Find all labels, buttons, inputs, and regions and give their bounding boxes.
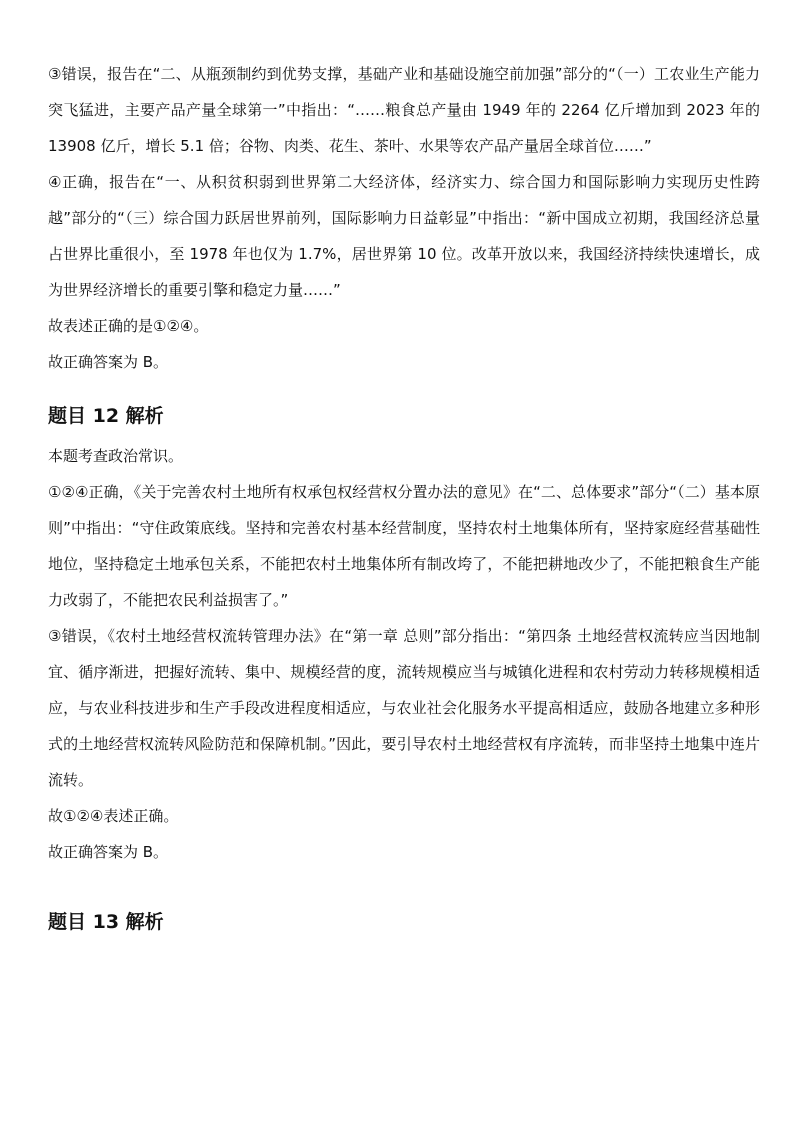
q12-statements-124-analysis: ①②④正确，《关于完善农村土地所有权承包权经营权分置办法的意见》在“二、总体要求”部分“（二）基本原则”中指出：“守住政策底线。坚持和完善农村基本经营制度，坚持农村土地集体所有，坚持家庭经营基础性地位，坚持稳定土地承包关系，不能把农村土地集体所有制改垮了，不能把耕地改少了，不能把粮食生产能力改弱了，不能把农民利益损害了。” bbox=[48, 483, 760, 609]
q12-intro: 本题考查政治常识。 bbox=[48, 447, 184, 465]
q11-statement-3-analysis: ③错误，报告在“二、从瓶颈制约到优势支撑，基础产业和基础设施空前加强”部分的“（一）工农业生产能力突飞猛进，主要产品产量全球第一”中指出：“……粮食总产量由 1949 年的 2264 亿斤增加到 2023 年的 13908 亿斤，增长 5.1 倍；谷物、肉类、花生、茶叶、水果等农产品产量居全球首位……” bbox=[48, 65, 760, 155]
q11-conclusion: 故表述正确的是①②④。 bbox=[48, 317, 209, 335]
q13-heading: 题目 13 解析 bbox=[48, 911, 164, 933]
document-page bbox=[48, 56, 760, 936]
q12-answer: 故正确答案为 B。 bbox=[48, 843, 169, 861]
q12-conclusion: 故①②④表述正确。 bbox=[48, 807, 179, 825]
q11-statement-4-analysis: ④正确，报告在“一、从积贫积弱到世界第二大经济体，经济实力、综合国力和国际影响力实现历史性跨越”部分的“（三）综合国力跃居世界前列，国际影响力日益彰显”中指出：“新中国成立初期，我国经济总量占世界比重很小，至 1978 年也仅为 1.7%，居世界第 10 位。改革开放以来，我国经济持续快速增长，成为世界经济增长的重要引擎和稳定力量……” bbox=[48, 173, 760, 299]
q12-heading: 题目 12 解析 bbox=[48, 405, 164, 427]
q11-answer: 故正确答案为 B。 bbox=[48, 353, 169, 371]
q12-statement-3-analysis: ③错误，《农村土地经营权流转管理办法》在“第一章 总则”部分指出：“第四条 土地经营权流转应当因地制宜、循序渐进，把握好流转、集中、规模经营的度，流转规模应当与城镇化进程和农村劳动力转移规模相适应，与农业科技进步和生产手段改进程度相适应，与农业社会化服务水平提高相适应，鼓励各地建立多种形式的土地经营权流转风险防范和保障机制。”因此，要引导农村土地经营权有序流转，而非坚持土地集中连片流转。 bbox=[48, 627, 760, 789]
